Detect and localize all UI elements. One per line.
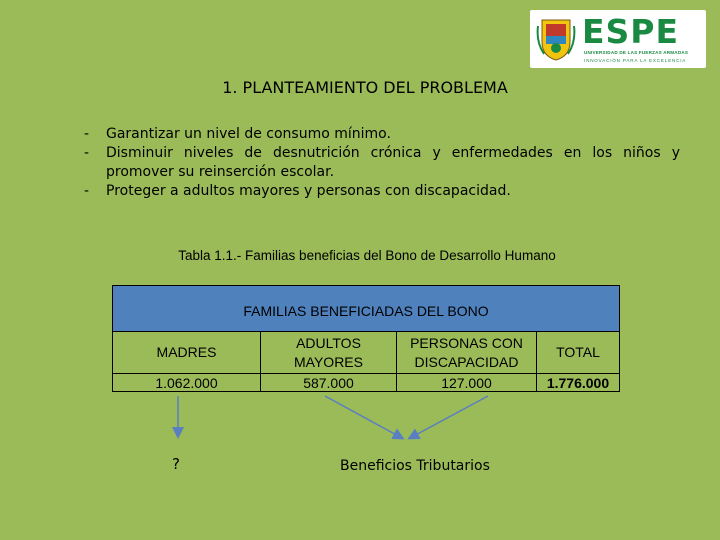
arrow-adultos-mayores [325, 396, 402, 438]
logo-tagline: INNOVACIÓN PARA LA EXCELENCIA [584, 58, 687, 63]
column-label-adultos-mayores: ADULTOS MAYORES [261, 332, 397, 374]
bullet-text: Proteger a adultos mayores y personas con discapacidad. [106, 183, 511, 199]
slide-title: 1. PLANTEAMIENTO DEL PROBLEMA [222, 78, 508, 97]
value-total: 1.776.000 [537, 374, 620, 392]
bullet-dash: - [84, 126, 90, 142]
value-adultos-mayores: 587.000 [261, 374, 397, 392]
column-label-madres: MADRES [113, 332, 261, 374]
question-mark: ? [172, 455, 180, 473]
column-label-personas-discapacidad: PERSONAS CON DISCAPACIDAD [397, 332, 537, 374]
column-label-total: TOTAL [537, 332, 620, 374]
bullet-text: Garantizar un nivel de consumo mínimo. [106, 126, 391, 142]
bullet-dash: - [84, 145, 90, 161]
bullet-text: Disminuir niveles de desnutrición crónica y enfermedades en los niños y promover su reinserción escolar. [106, 145, 680, 180]
beneficios-tributarios-label: Beneficios Tributarios [340, 458, 490, 474]
logo-university-name: UNIVERSIDAD DE LAS FUERZAS ARMADAS [584, 50, 689, 55]
table-caption: Tabla 1.1.- Familias beneficias del Bono de Desarrollo Humano [178, 248, 556, 263]
arrow-personas-discapacidad [410, 396, 488, 438]
table-header-label: FAMILIAS BENEFICIADAS DEL BONO [243, 302, 489, 319]
value-personas-discapacidad: 127.000 [397, 374, 537, 392]
value-madres: 1.062.000 [113, 374, 261, 392]
bullet-dash: - [84, 183, 90, 199]
espe-wordmark: ESPE [582, 12, 680, 51]
